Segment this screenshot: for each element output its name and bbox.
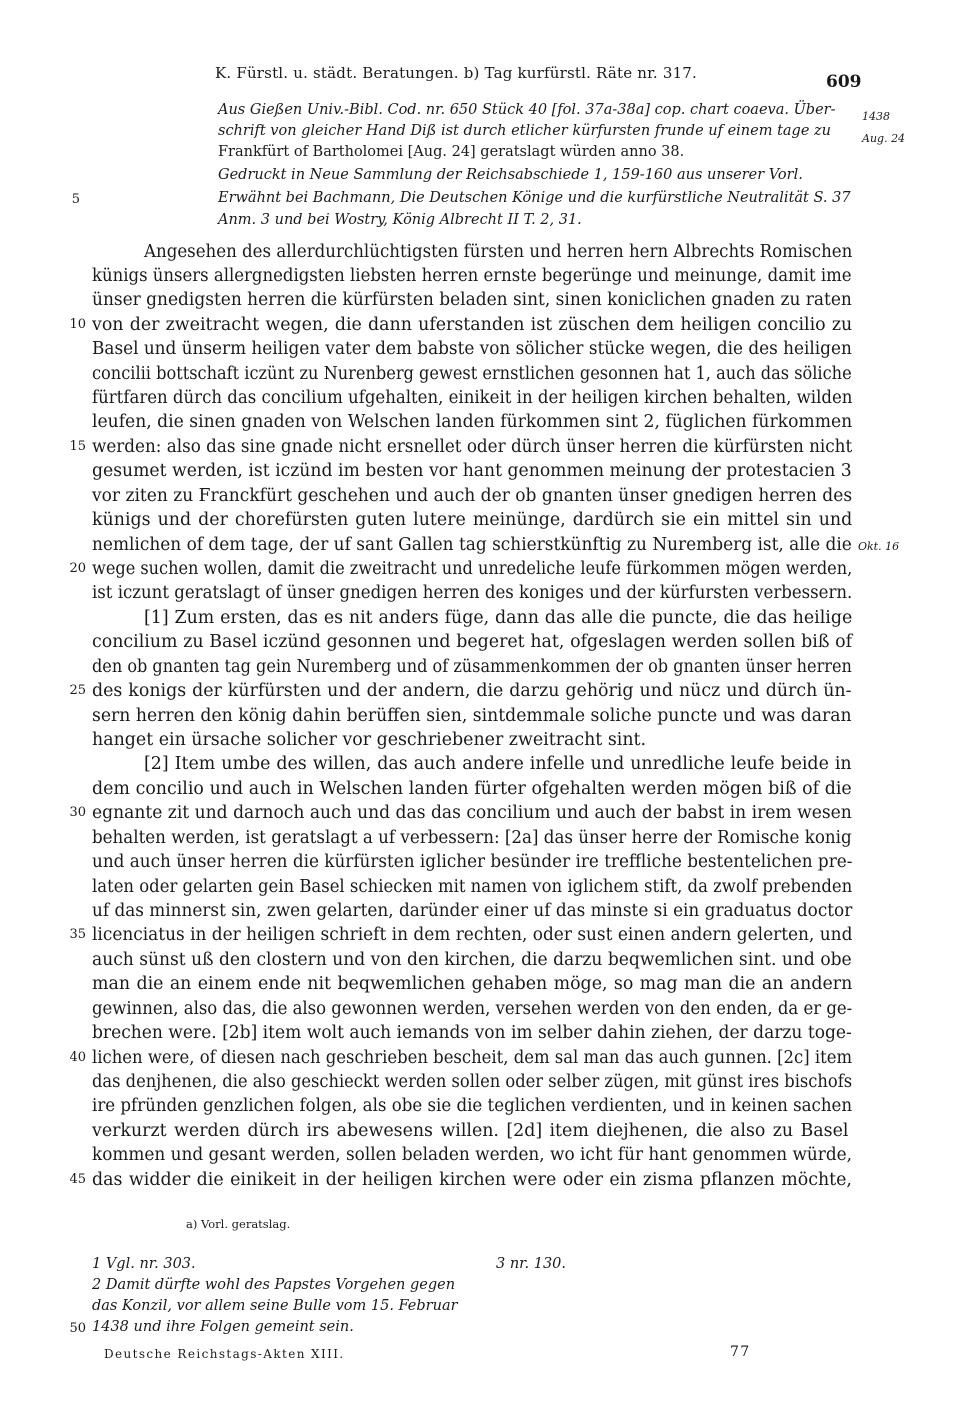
- line-number: 45: [69, 1172, 86, 1187]
- text-line: künigs ünsers allergnedigsten liebsten herren ernste begerünge und meinunge, damit ime: [92, 266, 852, 286]
- text-line: ire pfründen genzlichen folgen, als obe sie die teglichen verdienten, und in keinen sachen: [92, 1096, 853, 1116]
- text-line: brechen were. [2b] item wolt auch iemands von im selber dahin ziehen, der darzu toge-: [92, 1023, 852, 1043]
- line-number: 50: [69, 1321, 86, 1336]
- text-line: nemlichen of dem tage, der uf sant Gallen tag schierstkünftig zu Nuremberg ist, alle die: [92, 535, 852, 555]
- text-line: concilium zu Basel iczünd gesonnen und begeret hat, ofgeslagen werden sollen biß of: [92, 632, 853, 652]
- text-line: laten oder gelarten gein Basel schiecken mit namen von iglichem stift, da zwolf prebenden: [92, 877, 853, 897]
- source-line: Gedruckt in Neue Sammlung der Reichsabschiede 1, 159-160 aus unserer Vorl.: [218, 167, 803, 183]
- source-line: Anm. 3 und bei Wostry, König Albrecht II T. 2, 31.: [218, 212, 582, 228]
- text-line: licenciatus in der heiligen schrieft in dem rechten, oder sust einen andern gelerten, und: [92, 925, 853, 945]
- text-line: das widder die einikeit in der heiligen kirchen were oder ein zisma pflanzen möchte,: [92, 1170, 852, 1190]
- text-line: fürtfaren dürch das concilium ufgehalten, einikeit in der heiligen kirchen behalten, wilden: [92, 388, 853, 408]
- text-line: egnante zit und darnoch auch und das das concilium und auch der babst in irem wesen: [92, 803, 852, 823]
- text-line: man die an einem ende nit beqwemlichen gehaben möge, so mag man die an andern: [92, 974, 853, 994]
- text-line: Angesehen des allerdurchlüchtigsten fürsten und herren hern Albrechts Romischen: [144, 242, 853, 262]
- line-number: 20: [69, 561, 86, 576]
- text-line: des konigs der kürfürsten und der andern, die darzu gehörig und nücz und dürch ün-: [92, 681, 852, 701]
- margin-note-year: 1438: [862, 110, 890, 123]
- source-line: schrift von gleicher Hand Diß ist durch etlicher kürfursten frunde uf einem tage zu: [218, 123, 832, 139]
- text-line: concilii bottschaft iczünt zu Nurenberg gewest ernstlichen gesonnen hat 1, auch das söliche: [92, 364, 852, 384]
- text-line: behalten werden, ist geratslagt a uf verbessern: [2a] das ünser herre der Romische konig: [92, 828, 852, 848]
- text-line: ünser gnedigsten herren die kürfürsten beladen sint, sinen koniclichen gnaden zu raten: [92, 290, 852, 310]
- series-title: Deutsche Reichstags-Akten XIII.: [104, 1347, 345, 1361]
- text-line: sern herren den könig dahin berüffen sien, sintdemmale soliche puncte und was daran: [92, 706, 852, 726]
- footnote: 1438 und ihre Folgen gemeint sein.: [92, 1319, 354, 1335]
- text-line: lichen were, of diesen nach geschrieben bescheit, dem sal man das auch gunnen. [2c] item: [92, 1048, 853, 1068]
- footnote: 2 Damit dürfte wohl des Papstes Vorgehen gegen: [92, 1277, 456, 1293]
- line-number: 15: [69, 439, 86, 454]
- text-line: kommen und gesant werden, sollen beladen werden, wo icht für hant genommen würde,: [92, 1145, 853, 1165]
- text-line: vor ziten zu Franckfürt geschehen und auch der ob gnanten ünser gnedigen herren des: [92, 486, 853, 506]
- text-line: hanget ein ürsache solicher vor geschriebener zweitracht sint.: [92, 730, 647, 750]
- text-line: leufen, die sinen gnaden von Welschen landen fürkommen sint 2, füglichen fürkommen: [92, 412, 853, 432]
- page-number: 609: [826, 72, 862, 92]
- text-line: [2] Item umbe des willen, das auch andere infelle und unredliche leufe beide in: [144, 754, 852, 774]
- running-header: K. Fürstl. u. städt. Beratungen. b) Tag kurfürstl. Räte nr. 317.: [215, 64, 698, 82]
- line-number: 40: [69, 1050, 86, 1065]
- apparatus-note: a) Vorl. geratslag.: [186, 1217, 291, 1231]
- text-line: das denjhenen, die also geschieckt werden sollen oder selber zügen, mit günst ires bischofs: [92, 1072, 853, 1092]
- text-line: gesumet werden, ist iczünd im besten vor hant genommen meinung der protestacien 3: [92, 461, 852, 481]
- line-number: 35: [69, 927, 86, 942]
- text-line: ist iczunt geratslagt of ünser gnedigen herren des koniges und der kürfursten verbessern.: [92, 583, 853, 603]
- text-line: künigs und der chorefürsten guten lutere meinünge, dardürch sie ein mittel sin und: [92, 510, 853, 530]
- sheet-signature: 77: [730, 1344, 751, 1360]
- text-line: gewinnen, also das, die also gewonnen werden, versehen werden von den enden, da er ge-: [92, 999, 853, 1019]
- text-line: uf das minnerst sin, zwen gelarten, daründer einer uf das minste si ein graduatus doctor: [92, 901, 853, 921]
- footnote: 3 nr. 130.: [496, 1256, 567, 1272]
- text-line: und auch ünser herren die kürfürsten iglicher besünder ire treffliche bestentelichen pre-: [92, 852, 853, 872]
- footnote: 1 Vgl. nr. 303.: [92, 1256, 196, 1272]
- text-line: den ob gnanten tag gein Nuremberg und of züsammenkommen der ob gnanten ünser herren: [92, 657, 852, 677]
- text-line: [1] Zum ersten, das es nit anders füge, dann das alle die puncte, die das heilige: [144, 608, 853, 628]
- line-number: 30: [69, 805, 86, 820]
- text-line: von der zweitracht wegen, die dann uferstanden ist züschen dem heiligen concilio zu: [92, 315, 853, 335]
- margin-note-date: Aug. 24: [862, 132, 906, 145]
- footnote: das Konzil, vor allem seine Bulle vom 15. Februar: [92, 1298, 458, 1314]
- source-line: Aus Gießen Univ.-Bibl. Cod. nr. 650 Stück 40 [fol. 37a-38a] cop. chart coaeva. Über-: [218, 102, 836, 118]
- line-number: 10: [69, 317, 86, 332]
- line-number: 25: [69, 683, 86, 698]
- text-line: auch sünst uß den clostern und von den kirchen, die darzu beqwemlichen sint. und obe: [92, 950, 852, 970]
- text-line: verkurzt werden dürch irs abewesens willen. [2d] item diejhenen, die also zu Basel: [92, 1121, 849, 1141]
- text-line: werden: also das sine gnade nicht ersnellet oder dürch ünser herren die kürfürsten nicht: [92, 437, 853, 457]
- source-line: Frankfürt of Bartholomei [Aug. 24] geratslagt würden anno 38.: [218, 144, 685, 160]
- text-line: wege suchen wollen, damit die zweitracht und unredeliche leufe fürkommen mögen werden,: [92, 559, 853, 579]
- source-line: Erwähnt bei Bachmann, Die Deutschen Könige und die kurfürstliche Neutralität S. 37: [218, 190, 851, 206]
- text-line: dem concilio und auch in Welschen landen fürter ofgehalten werden mögen biß of die: [92, 779, 852, 799]
- line-number: 5: [71, 192, 80, 207]
- margin-note-date: Okt. 16: [858, 540, 900, 553]
- text-line: Basel und ünserm heiligen vater dem babste von sölicher stücke wegen, die des heiligen: [92, 339, 852, 359]
